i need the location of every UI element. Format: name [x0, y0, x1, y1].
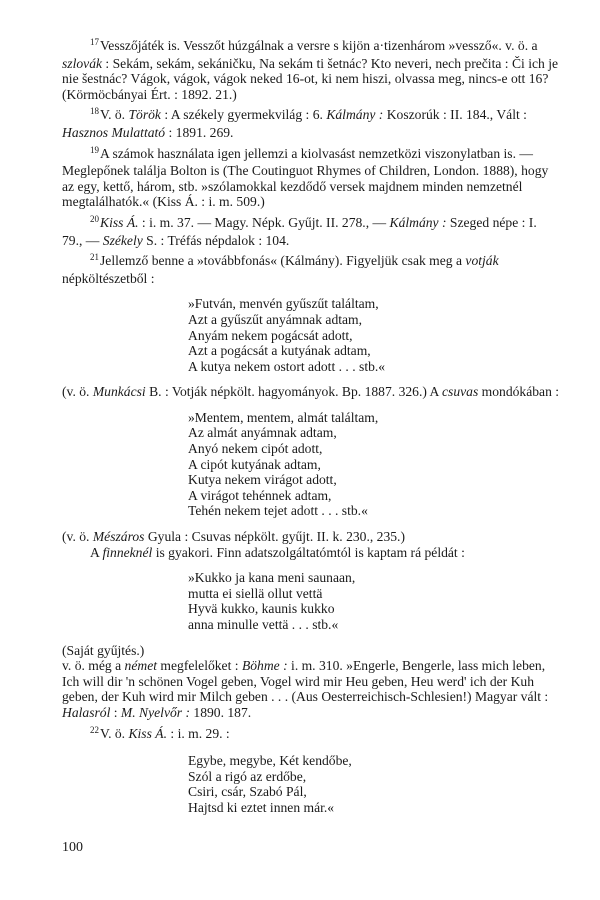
- reference-meszaros: (v. ö. Mészáros Gyula : Csuvas népkölt. gyűjt. II. k. 230., 235.) A finneknél is gyakori. Finn adatszolgáltatómtól is kaptam rá példát :: [62, 529, 465, 560]
- footnote-number: 17: [90, 37, 99, 47]
- poem-line: »Kukko ja kana meni saunaan,: [188, 570, 356, 586]
- footnote-21: $^{21}$Jellemző benne a »továbbfonás« (Kálmány). Figyeljük csak meg a votják népköltészetből :: [62, 252, 499, 286]
- poem-line: A kutya nekem ostort adott . . . stb.«: [188, 358, 386, 374]
- poem-line: Tehén nekem tejet adott . . . stb.«: [188, 503, 368, 519]
- footnote-number: 22: [90, 724, 99, 735]
- poem-line: Az almát anyámnak adtam,: [188, 425, 337, 441]
- footnote-17: $^{17}$Vesszőjáték is. Vesszőt húzgálnak a versre s kijön a·tizenhárom »vessző«. v. ö. a szlovák : Sekám, sekám, sekáničku, Na sekám ti šetnác? Kto neveri, nech prečita : Či ich je nie šestnác? Vágok, vágok, vágok neked 16-ot, ki nem hiszi, olvassa meg, nincs-e ott 16? (Körmöcbányai Ért. : 1892. 21.): [62, 37, 559, 102]
- finn-poem: [188, 570, 560, 632]
- footnote-20: $^{20}$Kiss Á. : i. m. 37. — Magy. Népk. Gyűjt. II. 278., — Kálmány : Szeged népe : I. 79., — Székely S. : Tréfás népdalok : 104.: [62, 213, 537, 248]
- footnote-number: 20: [90, 213, 99, 224]
- poem-line: Hyvä kukko, kaunis kukko: [188, 601, 335, 617]
- poem-line: anna minulle vettä . . . stb.«: [188, 617, 339, 632]
- poem-line: »Mentem, mentem, almát találtam,: [188, 409, 379, 425]
- reference-bohme: v. ö. még a német megfelelőket : Böhme : i. m. 310. »Engerle, Bengerle, lass mich leben, Ich will dir 'n schönen Vogel geben, Vogel wird mir Heu geben, Heu werd' ich der Kuh geben, der Kuh wird mir Milch geben . . . (Aus Oesterreichisch-Schlesien!) Magyar vált : Halasról : M. Nyelvőr : 1890. 187.: [62, 658, 549, 720]
- poem-line: Anyám nekem pogácsát adott,: [188, 327, 353, 343]
- finn-poem-wrapper: [62, 570, 560, 658]
- votjak-poem: [188, 296, 560, 374]
- footnote-number: 19: [90, 144, 99, 155]
- poem-line: Anyó nekem cipót adott,: [188, 441, 323, 457]
- poem-line: »Futván, menvén gyűszűt találtam,: [188, 296, 379, 312]
- poem-line: Kutya nekem virágot adott,: [188, 472, 337, 488]
- footnote-number: 21: [90, 252, 99, 263]
- poem-line: Szól a rigó az erdőbe,: [188, 768, 307, 784]
- page-body: [62, 38, 560, 826]
- reference-munkacsi: (v. ö. Munkácsi B. : Votják népkölt. hagyományok. Bp. 1887. 326.) A csuvas mondókában :: [62, 384, 560, 400]
- poem-line: Azt a pogácsát a kutyának adtam,: [188, 343, 371, 359]
- footnote-number: 18: [90, 106, 99, 117]
- footnote-18: $^{18}$V. ö. Török : A székely gyermekvilág : 6. Kálmány : Koszorúk : II. 184., Vált : Hasznos Mulattató : 1891. 269.: [62, 106, 527, 140]
- hungarian-poem: [188, 753, 560, 815]
- poem-line: A cipót kutyának adtam,: [188, 456, 321, 472]
- poem-line: Csiri, csár, Szabó Pál,: [188, 784, 307, 800]
- poem-line: A virágot tehénnek adtam,: [188, 487, 332, 503]
- page-number: 100: [62, 840, 83, 855]
- poem-line: Hajtsd ki eztet innen már.«: [188, 799, 335, 815]
- poem-line: Azt a gyűszűt anyámnak adtam,: [188, 311, 363, 327]
- csuvas-poem: [188, 410, 560, 519]
- poem-line: mutta ei siellä ollut vettä: [188, 585, 323, 601]
- poem-line: Egybe, megybe, Két kendőbe,: [188, 753, 352, 769]
- own-collection-note: (Saját gyűjtés.): [62, 642, 145, 658]
- footnote-19: $^{19}$A számok használata igen jellemzi a kiolvasást nemzetközi viszonylatban is. — Meglepőnek találja Bolton is (The Coutinguot Rhymes of Children, London. 1888), hogy az egy, kettő, három, stb. »szólamokkal kezdődő versek majdnem minden nemzetnél megtalálhatók.« (Kiss Á. : i. m. 509.): [62, 144, 549, 210]
- footnote-22: $^{22}$V. ö. Kiss Á. : i. m. 29. :: [90, 724, 230, 741]
